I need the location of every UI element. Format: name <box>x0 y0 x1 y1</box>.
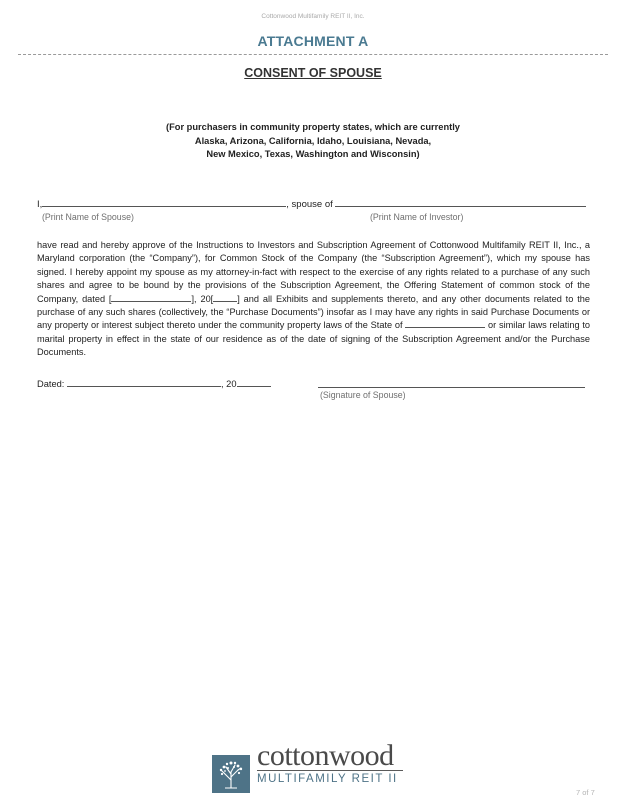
header-company: Cottonwood Multifamily REIT II, Inc. <box>261 13 365 20</box>
logo-wordmark: cottonwood <box>257 739 394 772</box>
dashed-divider <box>18 54 608 55</box>
offering-year-field[interactable] <box>213 293 237 302</box>
note-line-3: New Mexico, Texas, Washington and Wisconsin) <box>206 149 420 159</box>
dated-label: Dated: <box>37 379 65 389</box>
i-prefix: I, <box>37 199 43 210</box>
signature-field[interactable] <box>318 387 585 388</box>
applicability-note <box>0 121 626 162</box>
body-part-3: ] and all Exhibits and supplements thereto, and any other documents related to the purchase of any such shares (collectively, the “Purchase Documents”) insofar as I may have any rights in said Purchase Documents or any property or interest subject thereto under the community property laws of the State of <box>37 293 590 331</box>
consent-title: CONSENT OF SPOUSE <box>244 66 382 80</box>
note-line-1: (For purchasers in community property states, which are currently <box>166 122 460 132</box>
note-line-2: Alaska, Arizona, California, Idaho, Louisiana, Nevada, <box>194 135 432 146</box>
print-spouse-caption: (Print Name of Spouse) <box>42 212 134 222</box>
investor-name-field[interactable] <box>335 197 586 207</box>
print-investor-caption: (Print Name of Investor) <box>370 212 464 222</box>
logo-subtitle: MULTIFAMILY REIT II <box>257 773 398 785</box>
dated-line <box>37 377 271 389</box>
spouse-name-field[interactable] <box>42 197 286 207</box>
year-field[interactable] <box>237 377 271 387</box>
spouse-of-label: , spouse of <box>286 199 333 210</box>
body-part-1: have read and hereby approve of the Instructions to Investors and Subscription Agreement of Cottonwood Multifamily REIT II, Inc., a Maryland corporation (the “Company”), for Common Stock of the Company (the “Subscription Agreement”), which my spouse has signed. I hereby appoint my spouse as my attorney-in-fact with respect to the exercise of any rights related to a purchase of any such shares and agree to be bound by the provisions of the Subscription Agreement, the Offering Statement of common stock of the Company, dated [ <box>37 240 590 304</box>
logo-divider <box>257 770 403 771</box>
tree-logo-icon <box>212 755 250 793</box>
consent-body <box>37 239 590 360</box>
page-number: 7 of 7 <box>576 788 595 797</box>
body-part-4: or similar laws relating to marital property in effect in the state of our residence as of the date of signing of the Subscription Agreement and/or the Purchase Documents. <box>37 320 590 358</box>
body-part-2: ], 20[ <box>191 293 214 304</box>
offering-date-field[interactable] <box>111 293 191 302</box>
year-prefix: , 20 <box>221 379 237 389</box>
signature-caption: (Signature of Spouse) <box>320 390 406 400</box>
state-field[interactable] <box>405 319 485 328</box>
name-line <box>37 197 597 210</box>
date-field[interactable] <box>67 377 221 387</box>
attachment-title: ATTACHMENT A <box>257 33 369 49</box>
